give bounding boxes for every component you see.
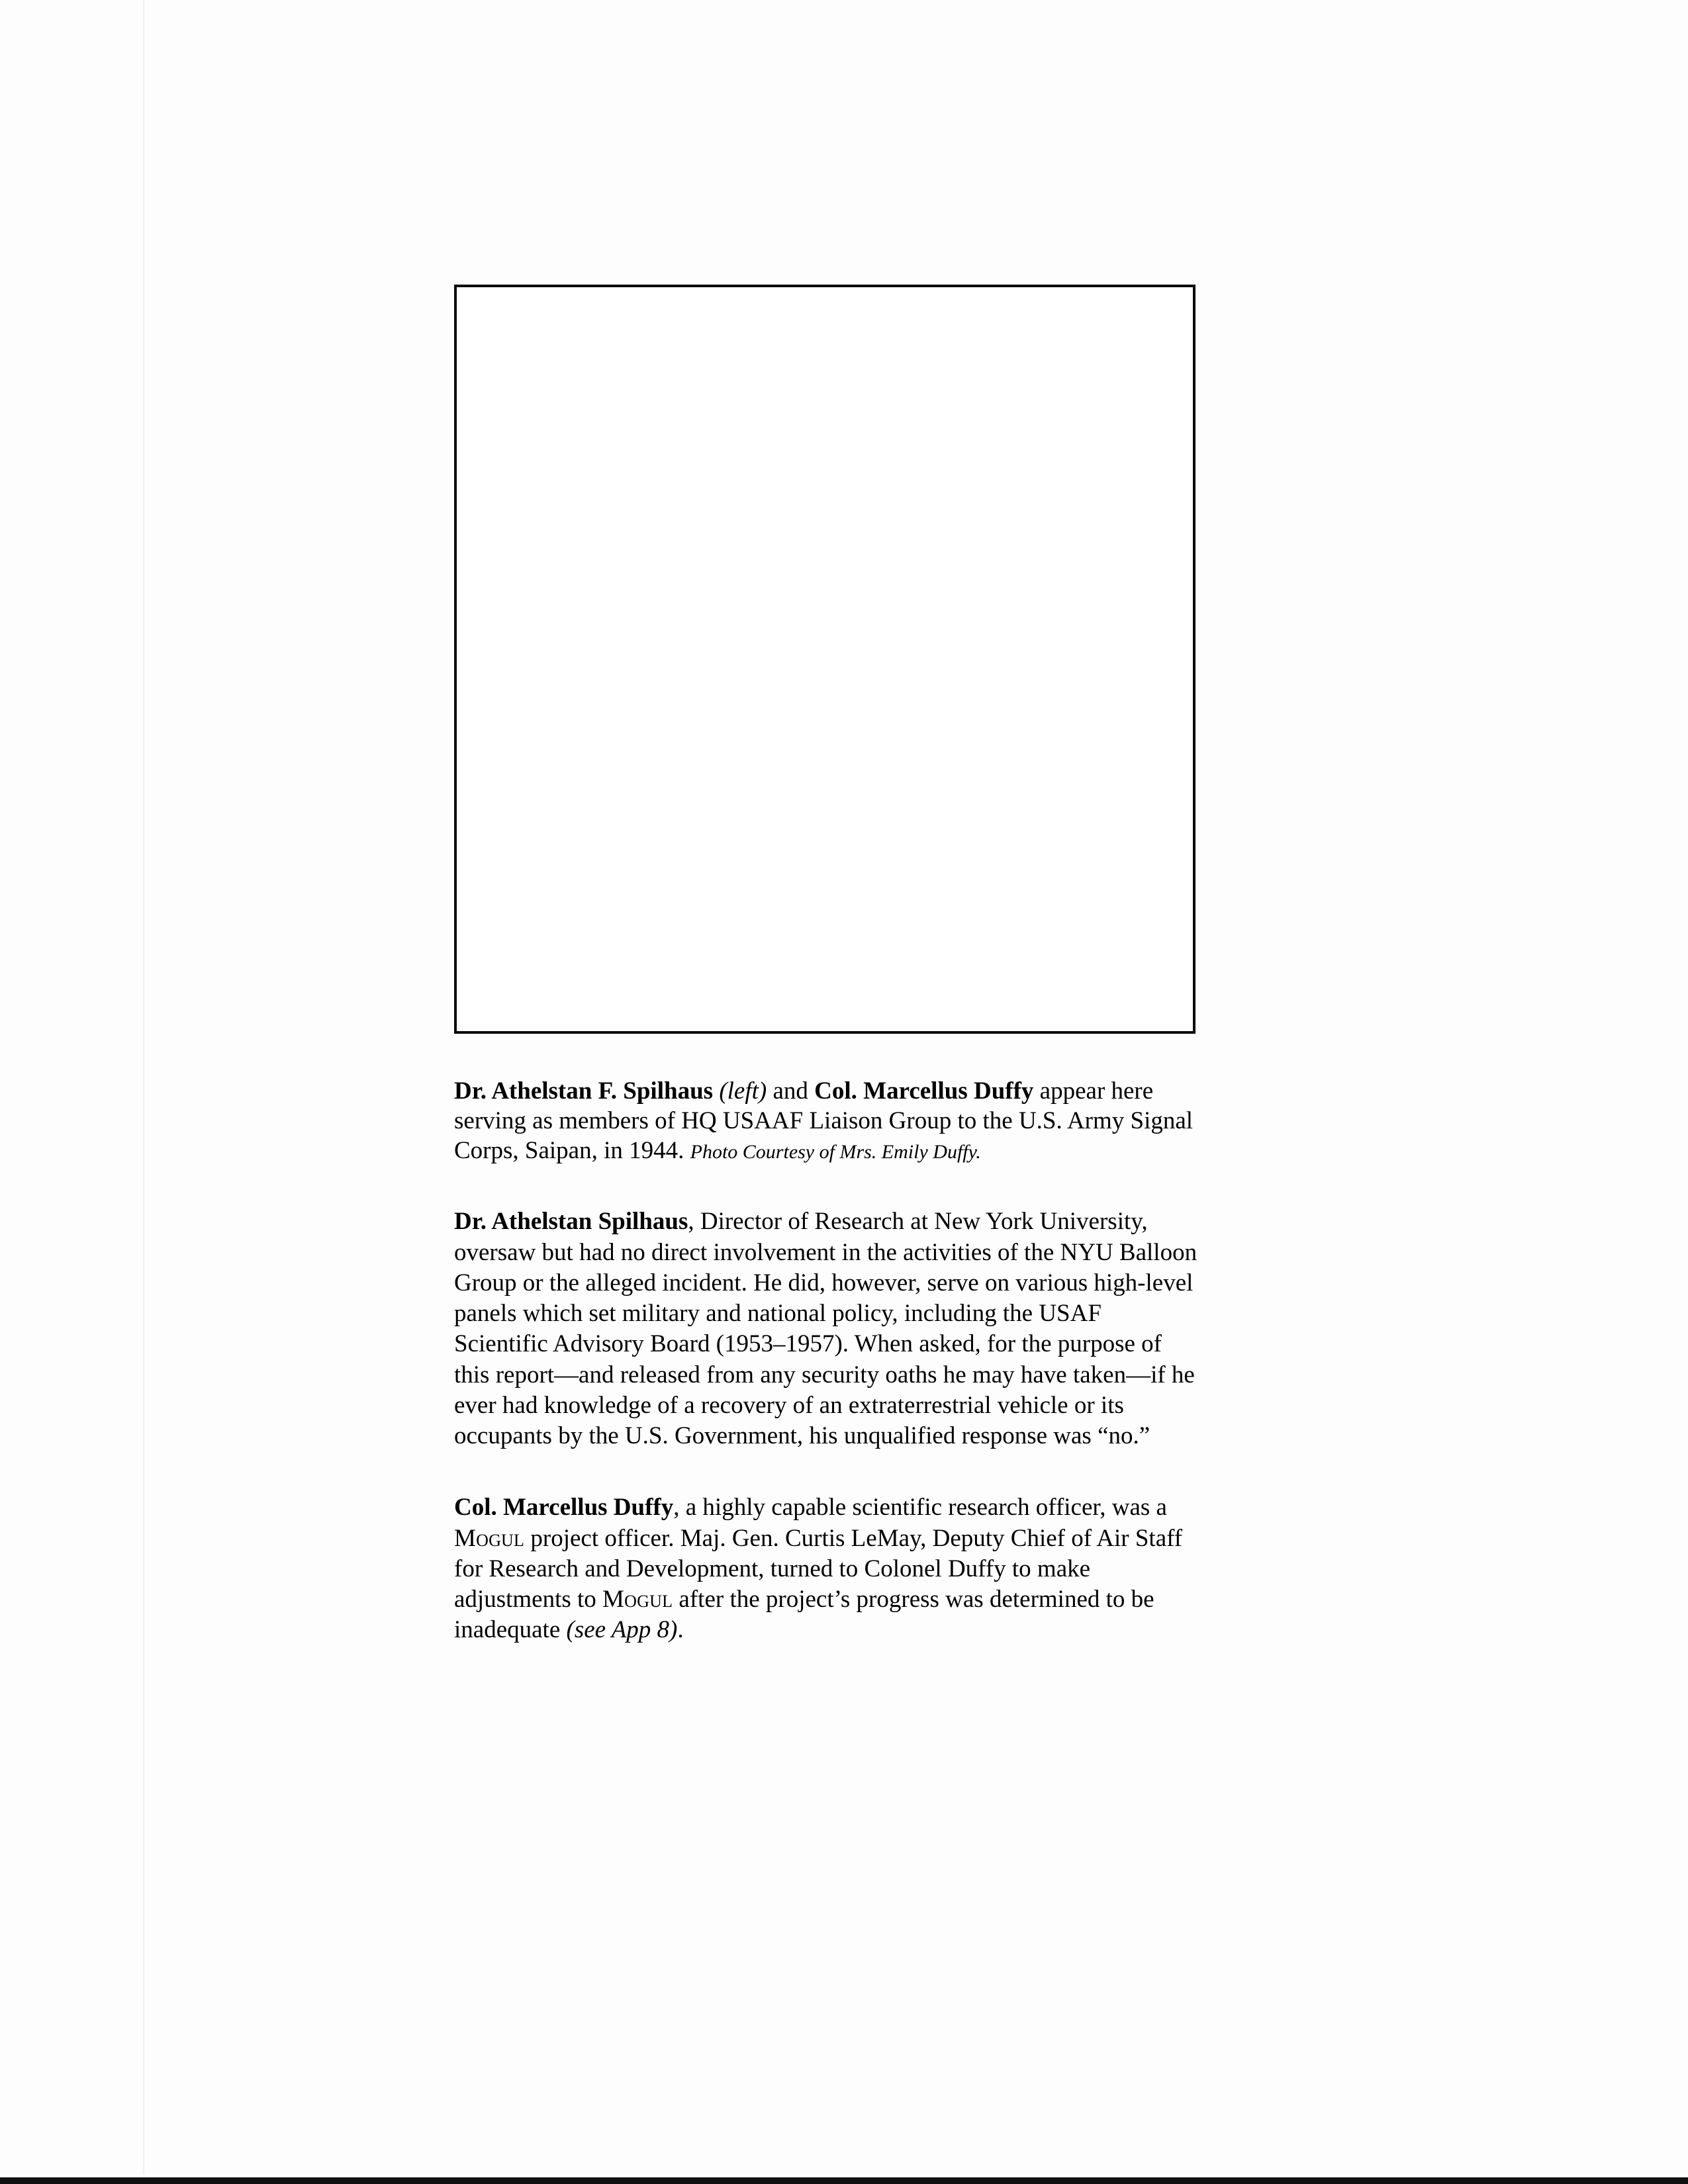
spilhaus-lead-in-name: Dr. Athelstan Spilhaus <box>454 1208 688 1236</box>
mogul-project-name-2: Mogul <box>602 1586 673 1614</box>
duffy-text-segment-3: after the project’s progress was determined to be inadequate <box>454 1586 1154 1644</box>
mogul-project-name-1: Mogul <box>454 1524 525 1552</box>
duffy-paragraph <box>454 1492 1201 1645</box>
caption-position-note: (left) <box>719 1077 767 1105</box>
spilhaus-paragraph-text: , Director of Research at New York University, oversaw but had no direct involvement in the activities of the NYU Balloon Group or the alleged incident. He did, however, serve on various high-level panels which set military and national policy, including the USAF Scientific Advisory Board (1953–1957). When asked, for the purpose of this report—and released from any security oaths he may have taken—if he ever had knowledge of a recovery of an extraterrestrial vehicle or its occupants by the U.S. Government, his unqualified response was “no.” <box>454 1208 1197 1450</box>
spilhaus-paragraph <box>454 1206 1201 1451</box>
caption-conjunction: and <box>773 1077 808 1105</box>
duffy-text-segment-2: project officer. Maj. Gen. Curtis LeMay, Deputy Chief of Air Staff for Research and Development, turned to Colonel Duffy to make adjustments to <box>454 1524 1183 1614</box>
photograph-placeholder <box>454 285 1196 1034</box>
duffy-text-segment-4: . <box>677 1616 684 1644</box>
scan-edge-line-left <box>143 0 144 2184</box>
duffy-text-segment-1: , a highly capable scientific research officer, was a <box>673 1494 1167 1522</box>
caption-subject-name-1: Dr. Athelstan F. Spilhaus <box>454 1077 714 1105</box>
photo-credit: Photo Courtesy of Mrs. Emily Duffy. <box>690 1141 981 1163</box>
page-content-column <box>454 285 1203 1646</box>
caption-subject-name-2: Col. Marcellus <box>814 1077 968 1105</box>
duffy-lead-in-name: Col. Marcellus Duffy <box>454 1494 674 1522</box>
scan-edge-black-strip <box>0 2177 1688 2184</box>
caption-subject-name-2-cont: Duffy <box>973 1077 1034 1105</box>
photo-caption <box>454 1076 1201 1165</box>
caption-body-text: appear here serving as members of HQ USAAF Liaison Group to the U.S. Army Signal Corps, Saipan, in 1944. <box>454 1077 1194 1165</box>
appendix-cross-reference: (see App 8) <box>566 1616 678 1644</box>
